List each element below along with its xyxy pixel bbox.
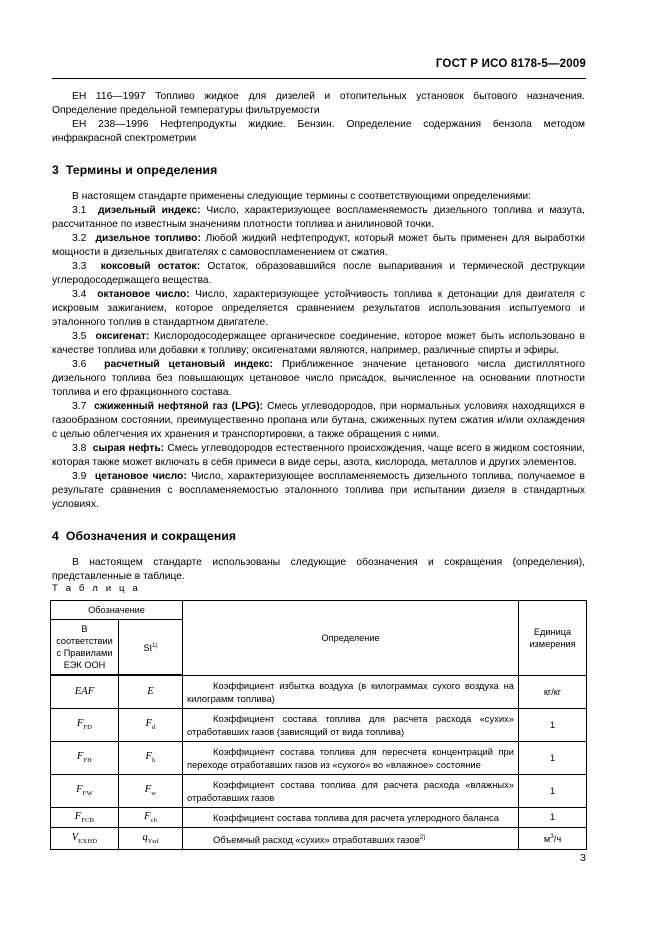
term-number: 3.3 xyxy=(72,261,87,272)
symbol-si xyxy=(119,675,183,708)
definition-text: Объемный расход «сухих» отработавших газов xyxy=(213,833,420,845)
term-definition: Смесь углеводородов, при нормальных условиях находящихся в газообразном состоянии, преимущественно пропана или бутана, сжиженных путем сжатия и/или охлаждения с целью облегчения их хранения и транспортировки, а также обращения с ними. xyxy=(52,401,585,440)
symbol-subscript: w xyxy=(151,790,157,798)
symbol-base: F xyxy=(143,810,151,822)
unit-text: $м^3/ч$ xyxy=(543,832,562,844)
symbol-subscript: FD xyxy=(83,724,93,732)
symbol-unit: 1 xyxy=(519,807,587,827)
table-row xyxy=(51,774,587,807)
reference-en238: ЕН 238—1996 Нефтепродукты жидкие. Бензин. Определение содержания бензола методом инфракрасной спектрометрии xyxy=(52,119,585,144)
term-definition: Приближенное значение цетанового числа дистиллятного дизельного топлива без повышающих цетановое число присадок, вычисленное на основании плотности топлива и его фракционного состава. xyxy=(52,359,585,398)
symbol-base: F xyxy=(144,783,152,795)
section-number-4: 4 xyxy=(52,529,59,543)
column-group-header-designation: Обозначение xyxy=(51,601,183,620)
table-row xyxy=(51,708,587,741)
page-number: 3 xyxy=(580,852,586,864)
term-label: сырая нефть: xyxy=(92,443,165,454)
column-header-unece: В соответствии с Правилами ЕЭК ООН xyxy=(51,620,119,676)
term-entry-3-5 xyxy=(52,330,585,358)
table-row xyxy=(51,741,587,774)
symbol-base: E xyxy=(147,686,154,698)
term-definition: Смесь углеводородов естественного происхождения, чаще всего в жидком состоянии, которая также может включать в себя примеси в виде серы, азота, кислорода, металлов и других элементов. xyxy=(52,443,585,468)
term-label: коксовый остаток: xyxy=(100,261,201,272)
symbol-si xyxy=(119,708,183,741)
document-body xyxy=(52,90,585,584)
definition-text: Коэффициент состава топлива для пересчета концентраций при переходе отработавших газов из «сухого» во «влажное» состояние xyxy=(187,745,515,770)
section3-lead: В настоящем стандарте применены следующие термины с соответствующими определениями: xyxy=(72,191,532,202)
symbol-unit: 1 xyxy=(519,708,587,741)
definition-text: Коэффициент состава топлива для расчета расхода «сухих» отработавших газов (зависящий от вида топлива) xyxy=(187,712,515,737)
symbol-base: F xyxy=(145,717,152,729)
symbol-unece xyxy=(51,774,119,807)
section4-lead: В настоящем стандарте использованы следующие обозначения и сокращения (определения), представленные в таблице. xyxy=(52,557,585,582)
symbol-unece xyxy=(51,708,119,741)
table-row xyxy=(51,807,587,827)
table-row xyxy=(51,827,587,849)
symbol-base: F xyxy=(76,717,84,729)
symbol-unit: 1 xyxy=(519,741,587,774)
reference-en116: ЕН 116—1997 Топливо жидкое для дизелей и отопительных установок бытового назначения. Определение предельной температуры фильтруемости xyxy=(52,91,585,116)
symbol-unece xyxy=(51,827,119,849)
symbol-subscript: h xyxy=(152,757,156,765)
running-header: ГОСТ Р ИСО 8178-5—2009 xyxy=(435,58,586,70)
definition-text: Коэффициент состава топлива для расчета углеродного баланса xyxy=(213,811,499,823)
definition-text: Коэффициент состава топлива для расчета расхода «влажных» отработавших газов xyxy=(187,778,515,803)
term-entry-3-6 xyxy=(52,358,585,400)
term-number: 3.7 xyxy=(72,401,87,412)
symbol-definition xyxy=(183,675,519,708)
term-definition: Число, характеризующее устойчивость топлива к детонации для двигателя с искровым зажиганием, которое определяется сравнением результатов использования испытуемого и эталонного топлив в стандартном двигателе. xyxy=(52,289,586,328)
table-caption: Т а б л и ц а xyxy=(52,583,141,594)
symbol-definition xyxy=(183,741,519,774)
term-label: дизельное топливо: xyxy=(95,233,201,244)
symbol-unece xyxy=(51,807,119,827)
term-number: 3.9 xyxy=(72,471,87,482)
symbol-unit xyxy=(519,827,587,849)
symbol-subscript: EXHD xyxy=(78,837,98,845)
symbol-si xyxy=(119,741,183,774)
symbol-base: V xyxy=(71,831,79,843)
symbol-base: F xyxy=(76,783,83,795)
table-row xyxy=(51,675,587,708)
symbol-definition xyxy=(183,708,519,741)
symbol-base: F xyxy=(145,750,152,762)
table-head xyxy=(51,601,587,676)
symbol-subscript: FW xyxy=(82,790,93,798)
symbol-unit: кг/кг xyxy=(519,675,587,708)
symbol-subscript: cb xyxy=(150,816,158,824)
column-header-unit: Единица измерения xyxy=(519,601,587,676)
term-entry-3-2 xyxy=(52,232,585,260)
header-rule xyxy=(52,78,586,79)
term-entry-3-1 xyxy=(52,204,585,232)
term-label: цетановое число: xyxy=(94,471,187,482)
term-number: 3.2 xyxy=(72,233,87,244)
symbol-si xyxy=(119,827,183,849)
term-number: 3.8 xyxy=(72,443,87,454)
term-label: оксигенат: xyxy=(95,331,150,342)
term-entry-3-4 xyxy=(52,288,585,330)
term-label: октановое число: xyxy=(97,289,190,300)
term-number: 3.5 xyxy=(72,331,87,342)
term-definition: Число, характеризующее воспламеняемость дизельного топлива, получаемое в результате сравнения с воспламеняемостью эталонного топлива при испытании дизеля в стандартных условиях. xyxy=(52,471,585,510)
symbol-base: q xyxy=(142,831,148,843)
footnote-ref-1: 1) xyxy=(152,641,158,649)
symbol-subscript: d xyxy=(152,724,156,732)
symbol-base: F xyxy=(76,750,84,762)
term-definition: Кислородосодержащее органическое соединение, которое может быть использовано в качестве топлива или добавки к топливу; оксигенатами являются, например, различные спирты и эфиры. xyxy=(52,331,585,356)
term-entry-3-3 xyxy=(52,260,585,288)
term-label: сжиженный нефтяной газ (LPG): xyxy=(94,401,264,412)
table-body xyxy=(51,675,587,849)
section-heading-4 xyxy=(52,529,585,543)
term-definition: Любой жидкий нефтепродукт, который может быть применен для выработки мощности в дизельных двигателях с самовоспламенением от сжатия. xyxy=(52,233,585,258)
symbol-unit: 1 xyxy=(519,774,587,807)
symbol-subscript: FH xyxy=(83,757,93,765)
section-title-4: Обозначения и сокращения xyxy=(65,529,237,543)
symbol-definition xyxy=(183,807,519,827)
section-number-3: 3 xyxy=(52,163,59,177)
term-entry-3-9 xyxy=(52,470,585,512)
term-entry-3-7 xyxy=(52,400,585,442)
symbol-si xyxy=(119,807,183,827)
column-header-si xyxy=(119,620,183,676)
symbol-si xyxy=(119,774,183,807)
term-number: 3.1 xyxy=(72,205,87,216)
term-definition: Остаток, образовавшийся после выпаривания и термической деструкции углеродосодержащего вещества. xyxy=(52,261,585,286)
term-label: расчетный цетановый индекс: xyxy=(104,359,274,370)
section-title-3: Термины и определения xyxy=(65,163,218,177)
symbol-subscript: FCB xyxy=(81,816,95,824)
symbol-base: EAF xyxy=(74,686,95,698)
term-label: дизельный индекс: xyxy=(97,205,201,216)
symbol-subscript: Vxd xyxy=(147,837,159,845)
term-number: 3.6 xyxy=(72,359,87,370)
term-number: 3.4 xyxy=(72,289,87,300)
symbol-unece xyxy=(51,675,119,708)
column-header-definition: Определение xyxy=(183,601,519,676)
term-entry-3-8 xyxy=(52,442,585,470)
symbol-definition xyxy=(183,827,519,849)
table-header-row-group xyxy=(51,601,587,620)
symbol-unece xyxy=(51,741,119,774)
definition-text: Коэффициент избытка воздуха (в килограммах сухого воздуха на килограмм топлива) xyxy=(187,679,515,704)
symbol-definition xyxy=(183,774,519,807)
column-header-si-label: SI xyxy=(143,643,152,654)
section-heading-3 xyxy=(52,163,585,177)
term-definition: Число, характеризующее воспламеняемость дизельного топлива и мазута, рассчитанное по известным значениям плотности топлива и анилиновой точки. xyxy=(52,205,585,230)
symbol-base: F xyxy=(74,810,82,822)
symbols-table xyxy=(50,600,587,850)
footnote-ref-2: 2) xyxy=(419,833,426,841)
